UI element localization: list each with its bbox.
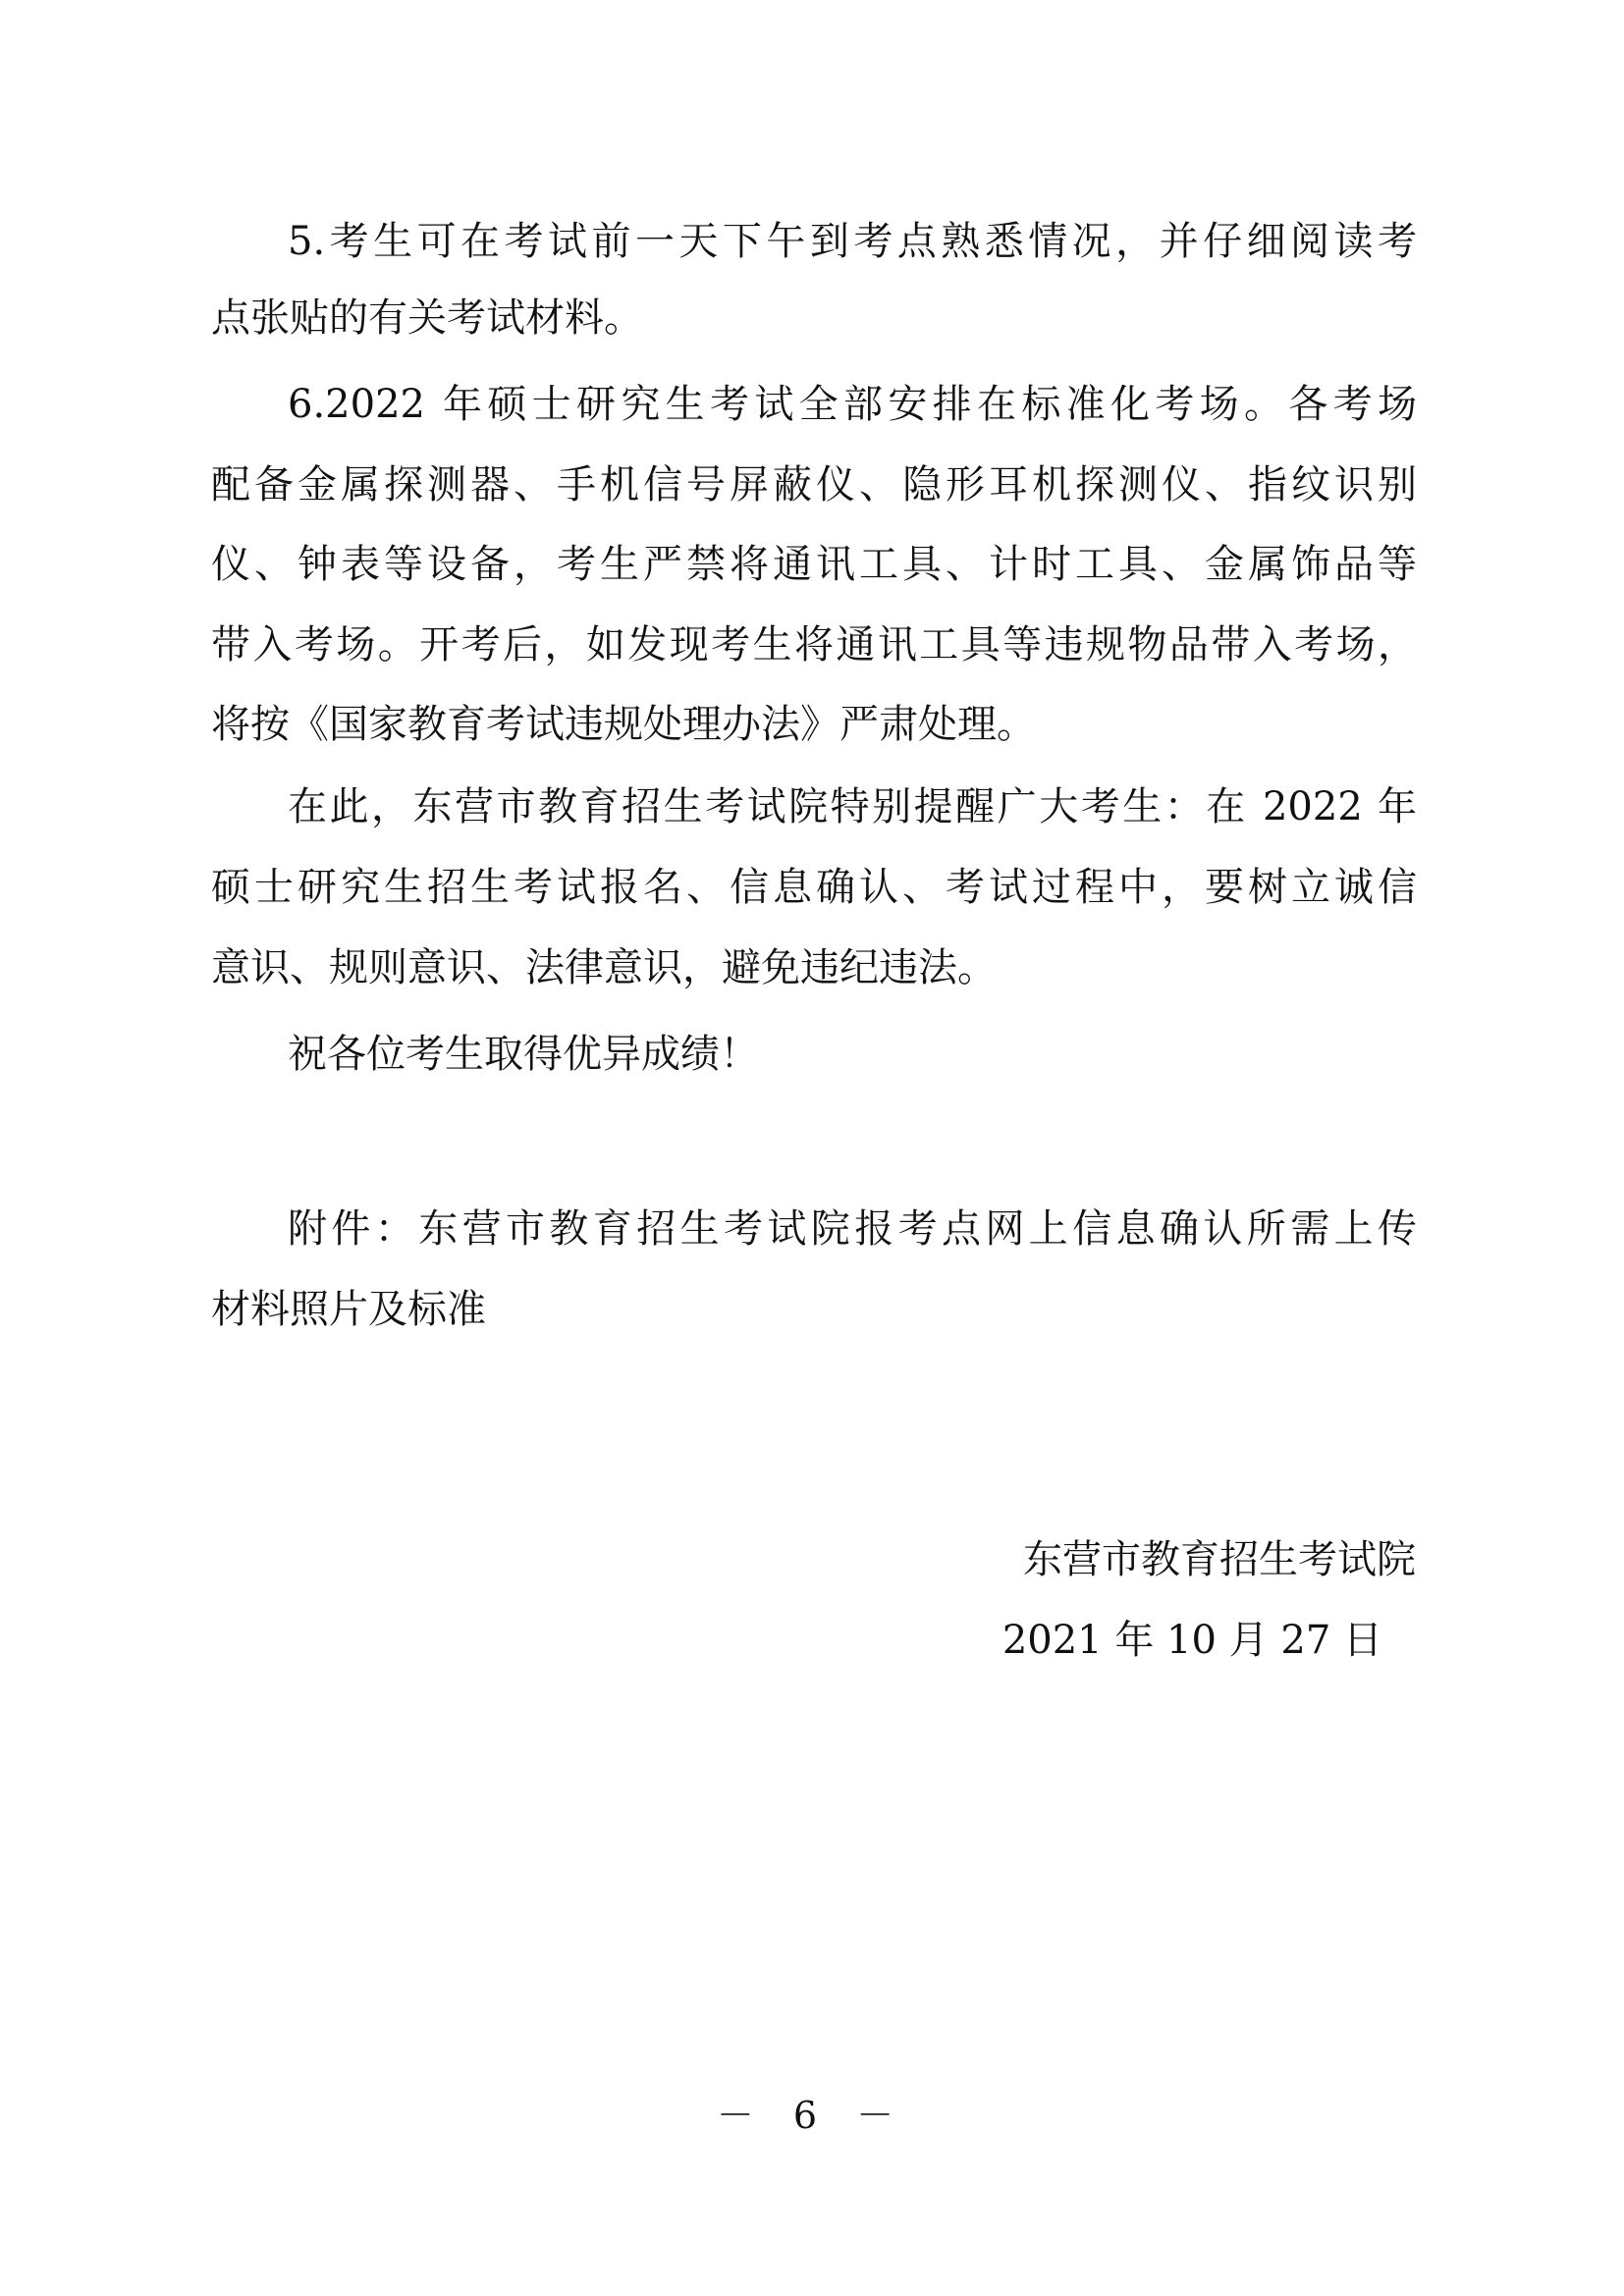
paragraph-5-line-2: 点张贴的有关考试材料。 [211, 295, 643, 341]
attachment-line-1: 附件：东营市教育招生考试院报考点网上信息确认所需上传 [288, 1206, 1417, 1252]
reminder-line-1: 在此，东营市教育招生考试院特别提醒广大考生：在 2022 年 [288, 784, 1417, 829]
signature-date: 2021 年 10 月 27 日 [1001, 1618, 1382, 1663]
page-number: － 6 － [716, 2094, 908, 2137]
reminder-line-3: 意识、规则意识、法律意识，避免违纪违法。 [211, 945, 997, 990]
paragraph-6-line-3: 仪、钟表等设备，考生严禁将通讯工具、计时工具、金属饰品等 [211, 542, 1417, 587]
paragraph-6-line-2: 配备金属探测器、手机信号屏蔽仪、隐形耳机探测仪、指纹识别 [211, 462, 1417, 507]
wishes-line: 祝各位考生取得优异成绩！ [288, 1032, 759, 1077]
paragraph-5-line-1: 5.考生可在考试前一天下午到考点熟悉情况，并仔细阅读考 [288, 219, 1417, 264]
signature-organization: 东营市教育招生考试院 [1023, 1537, 1416, 1582]
paragraph-6-line-4: 带入考场。开考后，如发现考生将通讯工具等违规物品带入考场， [211, 622, 1417, 667]
attachment-line-2: 材料照片及标准 [211, 1287, 486, 1332]
reminder-line-2: 硕士研究生招生考试报名、信息确认、考试过程中，要树立诚信 [211, 865, 1417, 910]
paragraph-6-line-5: 将按《国家教育考试违规处理办法》严肃处理。 [211, 702, 1036, 747]
paragraph-6-line-1: 6.2022 年硕士研究生考试全部安排在标准化考场。各考场 [288, 382, 1417, 427]
